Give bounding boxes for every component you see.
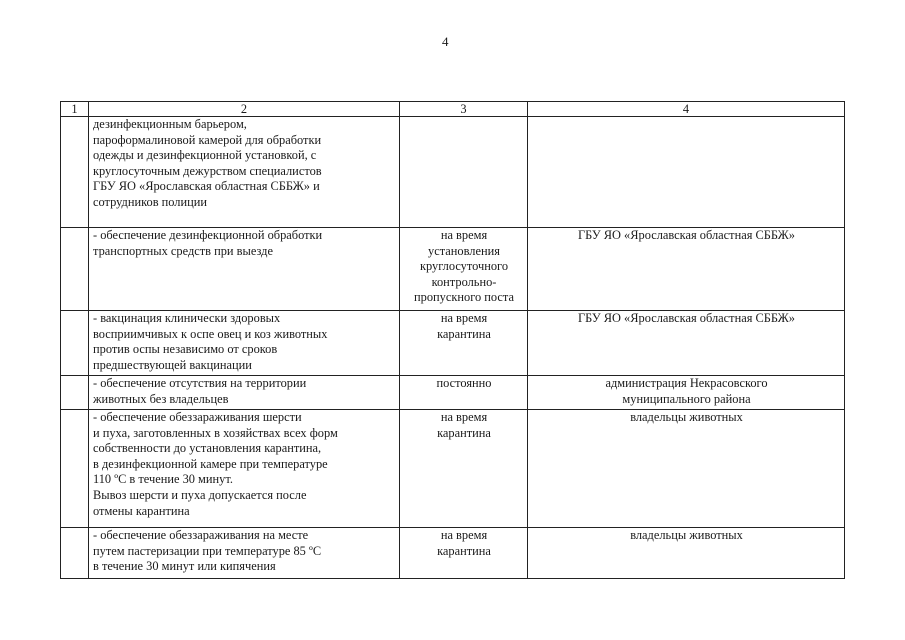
- term-line: постоянно: [436, 376, 492, 390]
- measure-cell: [89, 528, 400, 579]
- term-line: пропускного поста: [414, 290, 514, 305]
- term-line: карантина: [437, 425, 491, 440]
- term-line: контрольно-: [431, 274, 497, 289]
- row-number-cell: [61, 410, 89, 528]
- measure-line: - обеспечение дезинфекционной обработки: [93, 228, 323, 242]
- measure-line: одежды и дезинфекционной установкой, с: [93, 148, 317, 163]
- measure-line: в течение 30 минут или кипячения: [93, 559, 276, 574]
- responsible-line: муниципального района: [622, 391, 751, 406]
- responsible-cell: [528, 528, 845, 579]
- term-line: установления: [428, 243, 500, 258]
- measure-cell: [89, 311, 400, 376]
- responsible-cell: [528, 117, 845, 228]
- measure-line: путем пастеризации при температуре 85 ºС: [93, 543, 322, 558]
- column-header: 4: [528, 102, 845, 117]
- measure-cell: [89, 410, 400, 528]
- measure-cell: [89, 228, 400, 311]
- measure-line: - вакцинация клинически здоровых: [93, 311, 281, 325]
- responsible-line: ГБУ ЯО «Ярославская областная СББЖ»: [578, 311, 795, 325]
- measure-line: предшествующей вакцинации: [93, 357, 252, 372]
- responsible-cell: [528, 376, 845, 410]
- measure-line: транспортных средств при выезде: [93, 243, 273, 258]
- measure-line: - обеспечение обеззараживания на месте: [93, 528, 309, 542]
- measure-line: и пуха, заготовленных в хозяйствах всех форм: [93, 425, 338, 440]
- term-line: на время: [440, 311, 488, 325]
- term-line: на время: [440, 228, 488, 242]
- measure-line: собственности до установления карантина,: [93, 441, 322, 456]
- measure-cell: [89, 117, 400, 228]
- term-line: карантина: [437, 543, 491, 558]
- term-line: карантина: [437, 326, 491, 341]
- table-row: [61, 528, 845, 579]
- table-row: [61, 228, 845, 311]
- responsible-line: владельцы животных: [630, 528, 743, 542]
- measure-line: ГБУ ЯО «Ярославская областная СББЖ» и: [93, 179, 320, 194]
- term-line: на время: [440, 410, 488, 424]
- row-number-cell: [61, 228, 89, 311]
- measure-line: круглосуточным дежурством специалистов: [93, 163, 322, 178]
- measure-line: - обеспечение отсутствия на территории: [93, 376, 307, 390]
- responsible-line: ГБУ ЯО «Ярославская областная СББЖ»: [578, 228, 795, 242]
- table-row: [61, 311, 845, 376]
- term-cell: [400, 311, 528, 376]
- row-number-cell: [61, 117, 89, 228]
- term-line: на время: [440, 528, 488, 542]
- responsible-cell: [528, 311, 845, 376]
- responsible-cell: [528, 410, 845, 528]
- row-number-cell: [61, 376, 89, 410]
- table-row: [61, 376, 845, 410]
- table-row: [61, 410, 845, 528]
- table-row: [61, 117, 845, 228]
- measure-line: в дезинфекционной камере при температуре: [93, 456, 328, 471]
- measures-table: [60, 101, 845, 579]
- measure-line: животных без владельцев: [93, 391, 229, 406]
- term-cell: [400, 376, 528, 410]
- measure-line: восприимчивых к оспе овец и коз животных: [93, 326, 328, 341]
- row-number-cell: [61, 528, 89, 579]
- column-header: 3: [400, 102, 528, 117]
- measure-line: пароформалиновой камерой для обработки: [93, 132, 322, 147]
- measure-line: отмены карантина: [93, 503, 190, 518]
- responsible-line: администрация Некрасовского: [605, 376, 768, 390]
- measure-line: сотрудников полиции: [93, 194, 208, 209]
- responsible-line: владельцы животных: [630, 410, 743, 424]
- measure-line: против оспы независимо от сроков: [93, 342, 278, 357]
- measure-line: 110 ºС в течение 30 минут.: [93, 472, 233, 487]
- table-header-row: [61, 102, 845, 117]
- responsible-cell: [528, 228, 845, 311]
- column-header: 2: [89, 102, 400, 117]
- row-number-cell: [61, 311, 89, 376]
- measure-line: - обеспечение обеззараживания шерсти: [93, 410, 302, 424]
- column-header: 1: [61, 102, 89, 117]
- term-line: круглосуточного: [419, 259, 509, 274]
- term-cell: [400, 528, 528, 579]
- measure-line: дезинфекционным барьером,: [93, 117, 247, 131]
- page-number: 4: [442, 34, 449, 49]
- term-cell: [400, 117, 528, 228]
- term-cell: [400, 410, 528, 528]
- measure-line: Вывоз шерсти и пуха допускается после: [93, 487, 307, 502]
- term-cell: [400, 228, 528, 311]
- measure-cell: [89, 376, 400, 410]
